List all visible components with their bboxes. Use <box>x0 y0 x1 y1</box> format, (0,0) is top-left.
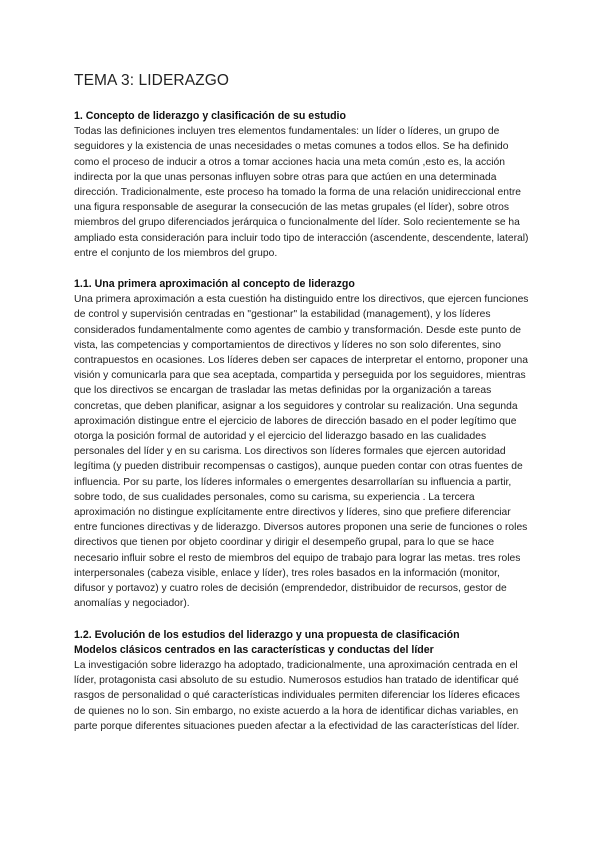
page-title: TEMA 3: LIDERAZGO <box>74 72 230 89</box>
section-heading: 1.1. Una primera aproximación al concepto de liderazgo <box>74 278 355 291</box>
subsection-heading: Modelos clásicos centrados en las características y conductas del líder <box>74 643 434 656</box>
section-evolution <box>74 628 530 734</box>
section-heading: 1. Concepto de liderazgo y clasificación de su estudio <box>74 110 346 122</box>
section-heading: 1.2. Evolución de los estudios del liderazgo y una propuesta de clasificación <box>74 628 460 641</box>
section-body: Una primera aproximación a esta cuestión ha distinguido entre los directivos, que ejercen funciones de control y supervisión centradas en "gestionar" la estabilidad (management), y los líderes considerados fundamentalmente como agentes de cambio y transformación. Desde este punto de vista, las competencias y comportamientos de directivos y líderes no son solo diferentes, sino contrapuestos en ocasiones. Los líderes deben ser capaces de interpretar el entorno, proponer una visión y comunicarla para que sea aceptada, compartida y perseguida por los seguidores, mientras que los directivos se encargan de trasladar las metas definidas por la organización a tareas concretas, que deben planificar, asignar a los seguidores y controlar su realización. Una segunda aproximación distingue entre el ejercicio de labores de dirección basado en el poder legítimo que otorga la posición formal de autoridad y el ejercicio del liderazgo basado en las cualidades personales del líder y en su carisma. Los directivos son líderes formales que ejercen autoridad legítima (y pueden distribuir recompensas o castigos), aunque pueden contar con otras fuentes de influencia. Por su parte, los líderes informales o emergentes desarrollarían su influencia a partir, sobre todo, de sus cualidades personales, como su carisma, su experiencia . La tercera aproximación no distingue explícitamente entre directivos y líderes, sino que prefiere diferenciar entre funciones directivas y de liderazgo. Diversos autores proponen una serie de funciones o roles directivos que tienen por objeto coordinar y dirigir el desempeño grupal, para lo que se hace necesario influir sobre el resto de miembros del equipo de trabajo para lograr las metas. tres roles interpersonales (cabeza visible, enlace y líder), tres roles basados en la información (monitor, difusor y portavoz) y cuatro roles de decisión (emprendedor, distribuidor de recursos, gestor de anomalías y negociador). <box>74 294 529 610</box>
section-concept <box>74 109 530 261</box>
section-body: Todas las definiciones incluyen tres elementos fundamentales: un líder o líderes, un grupo de seguidores y la existencia de unas necesidades o metas comunes a todos ellos. Se ha definido como el proceso de inducir a otros a tomar acciones hacia una meta común ,esto es, la acción indirecta por la que unas personas influyen sobre otras para que actúen en una determinada dirección. Tradicionalmente, este proceso ha tomado la forma de una relación unidireccional entre una figura responsable de asegurar la consecución de las metas grupales (el líder), sobre otros miembros del grupo diferenciados jerárquica o funcionalmente del líder. Solo recientemente se ha ampliado esta consideración para incluir todo tipo de interacción (ascendente, descendente, lateral) entre el conjunto de los miembros del grupo. <box>74 126 529 259</box>
document-page <box>74 72 530 750</box>
section-body: La investigación sobre liderazgo ha adoptado, tradicionalmente, una aproximación centrada en el líder, protagonista casi absoluto de su estudio. Numerosos estudios han tratado de identificar qué rasgos de personalidad o qué características individuales permiten diferenciar los líderes eficaces de quienes no lo son. Sin embargo, no existe acuerdo a la hora de identificar dichas variables, en parte porque diferentes situaciones pueden afectar a la efectividad de las características del líder. <box>74 659 520 732</box>
section-first-approach <box>74 277 530 611</box>
